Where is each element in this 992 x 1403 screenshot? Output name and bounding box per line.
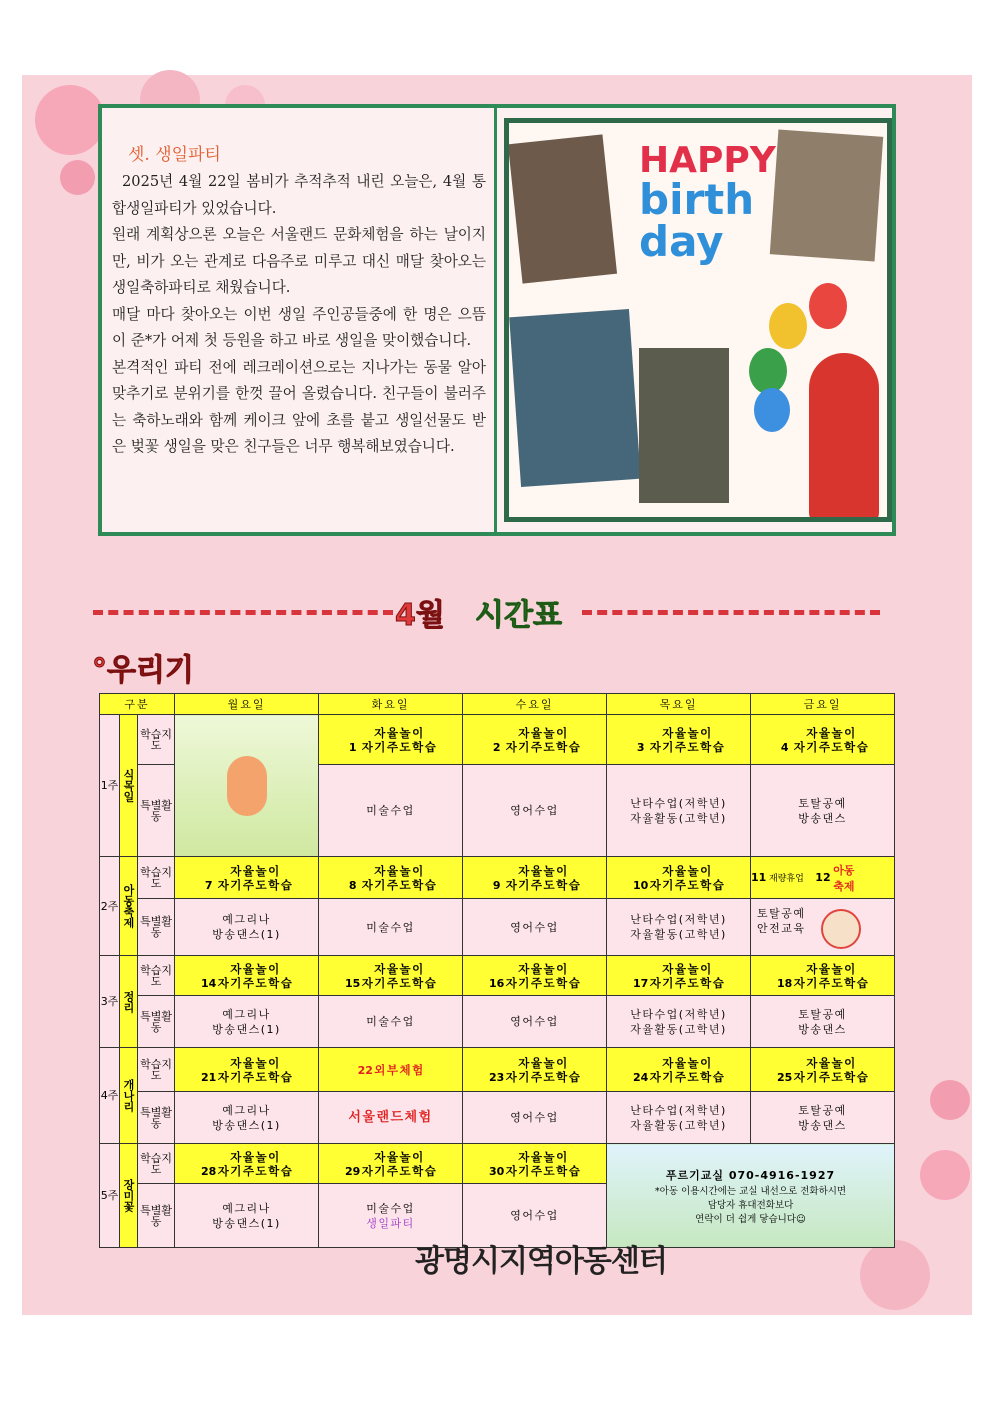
girl-cartoon-icon [809,353,879,517]
row-label: 학습지도 [138,956,175,996]
schedule-cell: 30자율놀이 자기주도학습 [463,1144,607,1184]
schedule-month-title: 4월 [395,598,445,633]
activity-cell: 예그리나 방송댄스(1) [175,996,319,1048]
party-photo [639,348,729,503]
schedule-cell: 21자율놀이 자기주도학습 [175,1048,319,1092]
story-paragraph: 2025년 4월 22일 봄비가 추적추적 내린 오늘은, 4월 통합생일파티가 있었습니다. [112,173,486,217]
schedule-cell: 10자율놀이 자기주도학습 [607,857,751,899]
header-cell: 목요일 [607,694,751,715]
schedule-cell: 24자율놀이 자기주도학습 [607,1048,751,1092]
activity-cell: 미술수업 [319,996,463,1048]
schedule-cell: 9자율놀이 자기주도학습 [463,857,607,899]
girl-plant-icon [227,756,267,816]
table-row [100,1144,895,1184]
notice-phone: 푸르기교실 070-4916-1927 [665,1168,836,1182]
schedule-title: 시간표 [475,598,562,633]
birthday-party-label: 생일파티 [366,1216,415,1230]
activity-cell: 영어수업 [463,996,607,1048]
heading-dashline-right [582,610,880,615]
activity-cell: 난타수업(저학년) 자율활동(고학년) [607,996,751,1048]
week-label: 1주 [100,715,120,857]
activity-cell: 난타수업(저학년) 자율활동(고학년) [607,1092,751,1144]
table-row [100,1092,895,1144]
notice-text: 담당자 휴대전화보다 [707,1199,794,1211]
schedule-cell: 22외부체험 [319,1048,463,1092]
header-cell: 구분 [100,694,175,715]
contact-notice [607,1144,895,1248]
activity-cell: 서울랜드체험 [319,1092,463,1144]
schedule-cell: 3자율놀이 자기주도학습 [607,715,751,765]
row-label: 특별활동 [138,765,175,857]
activity-cell: 영어수업 [463,899,607,956]
header-cell: 금요일 [751,694,895,715]
schedule-cell: 7자율놀이 자기주도학습 [175,857,319,899]
schedule-cell: 25자율놀이 자기주도학습 [751,1048,895,1092]
story-paragraph: 본격적인 파티 전에 레크레이션으로는 지나가는 동물 알아 맞추기로 분위기를 한껏 끌어 올렸습니다. 친구들이 불러주는 축하노래와 함께 케이크 앞에 초를 붙고 생일선물도 받은 벚꽃 생일을 맞은 친구들은 너무 행복해보였습니다. [112,358,486,455]
table-row [100,956,895,996]
schedule-cell: 29자율놀이 자기주도학습 [319,1144,463,1184]
week-theme: 아동축제 [120,857,138,956]
activity-cell: 토탈공예 방송댄스 [751,765,895,857]
schedule-cell: 1자율놀이 자기주도학습 [319,715,463,765]
week-theme: 정리 [120,956,138,1048]
table-row [100,1048,895,1092]
schedule-cell: 17자율놀이 자기주도학습 [607,956,751,996]
party-photo [509,134,617,283]
table-row [100,857,895,899]
weekly-schedule-table [99,693,895,1248]
row-label: 특별활동 [138,1184,175,1248]
row-label: 학습지도 [138,1048,175,1092]
activity-cell: 예그리나 방송댄스(1) [175,1184,319,1248]
happy-text: HAPPY [639,140,776,181]
activity-cell: 토탈공예 방송댄스 [751,1092,895,1144]
activity-cell: 미술수업 [319,899,463,956]
heading-dashline-left [93,610,393,615]
schedule-cell: 28자율놀이 자기주도학습 [175,1144,319,1184]
spring-girl-illustration [175,715,319,857]
festival-label: 아동 축제 [833,863,855,893]
schedule-cell: 2자율놀이 자기주도학습 [463,715,607,765]
activity-cell: 영어수업 [463,1184,607,1248]
story-paragraph: 원래 계획상으론 오늘은 서울랜드 문화체험을 하는 날이지만, 비가 오는 관계로 다음주로 미루고 대신 매달 찾아오는 생일축하파티로 채웠습니다. [112,226,486,296]
center-name: 광명시지역아동센터 [415,1244,667,1279]
story-text-panel [102,108,497,532]
row-label: 학습지도 [138,857,175,899]
week-label: 4주 [100,1048,120,1144]
activity-cell: 영어수업 [463,765,607,857]
activity-cell: 난타수업(저학년) 자율활동(고학년) [607,899,751,956]
row-label: 학습지도 [138,715,175,765]
schedule-cell: 8자율놀이 자기주도학습 [319,857,463,899]
table-row [100,996,895,1048]
row-label: 특별활동 [138,1092,175,1144]
schedule-cell: 18자율놀이 자기주도학습 [751,956,895,996]
party-photo [509,309,641,487]
balloon-icon [754,388,790,432]
balloon-icon [749,348,787,394]
notice-text: 연락이 더 쉽게 닿습니다☺ [695,1213,806,1225]
week-label: 2주 [100,857,120,956]
header-cell: 화요일 [319,694,463,715]
kids-cartoon-icon [821,909,861,949]
schedule-cell: 11 재량휴업 12아동 축제 [751,857,895,899]
activity-cell: 난타수업(저학년) 자율활동(고학년) [607,765,751,857]
activity-cell: 영어수업 [463,1092,607,1144]
balloon-icon [809,283,847,329]
notice-text: *아동 이용시간에는 교실 내선으로 전화하시면 [654,1185,847,1197]
story-title: 셋. 생일파티 [128,145,221,165]
week-label: 5주 [100,1144,120,1248]
schedule-cell: 23자율놀이 자기주도학습 [463,1048,607,1092]
activity-cell: 토탈공예 안전교육 [751,899,895,956]
story-paragraph: 매달 마다 찾아오는 이번 생일 주인공들중에 한 명은 으뜸이 준*가 어제 첫 등원을 하고 바로 생일을 맞이했습니다. [112,305,486,349]
table-row [100,899,895,956]
schedule-cell: 15자율놀이 자기주도학습 [319,956,463,996]
happy-birthday-text [639,140,776,266]
table-header-row [100,694,895,715]
row-label: 특별활동 [138,899,175,956]
birthday-story-section [98,104,896,536]
party-photo [770,129,883,261]
balloon-icon [769,303,807,349]
header-cell: 수요일 [463,694,607,715]
week-theme: 식목일 [120,715,138,857]
header-cell: 월요일 [175,694,319,715]
activity-cell: 미술수업 생일파티 [319,1184,463,1248]
day-text: day [639,217,724,266]
schedule-cell: 14자율놀이 자기주도학습 [175,956,319,996]
birth-text: birth [639,175,755,224]
class-name-title: °우리기 [92,653,194,688]
schedule-cell: 4자율놀이 자기주도학습 [751,715,895,765]
activity-cell: 미술수업 [319,765,463,857]
birthday-photo-collage [504,118,892,522]
schedule-cell: 16자율놀이 자기주도학습 [463,956,607,996]
row-label: 학습지도 [138,1144,175,1184]
week-theme: 개나리 [120,1048,138,1144]
activity-cell: 예그리나 방송댄스(1) [175,899,319,956]
week-theme: 장미꽃 [120,1144,138,1248]
table-row [100,715,895,765]
week-label: 3주 [100,956,120,1048]
activity-cell: 토탈공예 방송댄스 [751,996,895,1048]
activity-cell: 예그리나 방송댄스(1) [175,1092,319,1144]
row-label: 특별활동 [138,996,175,1048]
